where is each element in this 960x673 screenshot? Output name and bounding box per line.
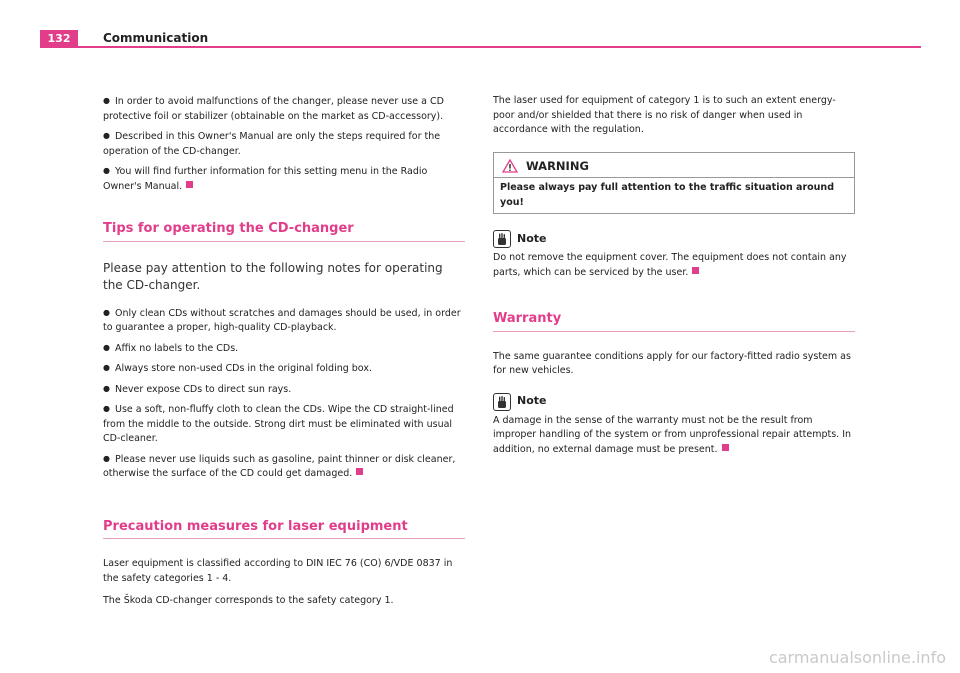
bullet-icon: ●: [103, 166, 110, 175]
warning-triangle-icon: [502, 159, 518, 173]
note-title: Note: [517, 394, 547, 408]
list-item: ● Always store non-used CDs in the original folding box.: [103, 363, 372, 374]
left-column: [103, 94, 465, 617]
note-header: [493, 393, 855, 411]
tips-intro: Please pay attention to the following notes for operating the CD-changer.: [103, 260, 443, 292]
end-of-section-icon: [356, 468, 363, 475]
note-text: A damage in the sense of the warranty must not be the result from improper handling of the system or from unprofessional repair attempts. In addition, no external damage must be present.: [493, 414, 852, 455]
bullet-icon: ●: [103, 96, 110, 105]
note-text: Do not remove the equipment cover. The equipment does not contain any parts, which can be serviced by the user.: [493, 252, 847, 278]
list-item: ● Use a soft, non-fluffy cloth to clean the CDs. Wipe the CD straight-lined from the middle to the outside. Strong dirt must be eliminated with usual CD-cleaner.: [103, 404, 454, 444]
note-title: Note: [517, 231, 547, 245]
bullet-icon: ●: [103, 404, 110, 413]
laser-paragraph-2: The Škoda CD-changer corresponds to the safety category 1.: [103, 595, 394, 606]
page-number: 132: [40, 30, 78, 48]
list-item: ● You will find further information for this setting menu in the Radio Owner's Manual.: [103, 166, 428, 192]
bullet-icon: ●: [103, 307, 110, 317]
list-item: ● In order to avoid malfunctions of the changer, please never use a CD protective foil or stabilizer (obtainable on the market as CD-accessory).: [103, 96, 444, 122]
warning-text: Please always pay full attention to the traffic situation around you!: [494, 177, 854, 213]
section-heading-tips: Tips for operating the CD-changer: [103, 222, 465, 242]
list-item: ● Described in this Owner's Manual are only the steps required for the operation of the CD-changer.: [103, 131, 441, 157]
bullet-icon: ●: [103, 453, 110, 463]
laser-paragraph-1: Laser equipment is classified according to DIN IEC 76 (CO) 6/VDE 0837 in the safety categories 1 - 4.: [103, 558, 453, 584]
page-title: Communication: [103, 31, 209, 45]
bullet-icon: ●: [103, 383, 110, 393]
warning-title: WARNING: [526, 158, 589, 173]
section-heading-laser: Precaution measures for laser equipment: [103, 520, 465, 540]
list-item: ● Affix no labels to the CDs.: [103, 342, 239, 354]
bullet-icon: ●: [103, 363, 110, 372]
right-column: [493, 94, 855, 465]
bullet-icon: ●: [103, 342, 110, 352]
list-item: ● Only clean CDs without scratches and damages should be used, in order to guarantee a proper, high-quality CD-playback.: [103, 307, 461, 333]
warranty-paragraph: The same guarantee conditions apply for our factory-fitted radio system as for new vehicles.: [493, 350, 851, 376]
laser-paragraph-3: The laser used for equipment of category 1 is to such an extent energy-poor and/or shielded that there is no risk of danger when used in accordance with the regulation.: [493, 95, 836, 135]
footer-watermark[interactable]: carmanualsonline.info: [768, 648, 946, 667]
bullet-icon: ●: [103, 131, 110, 140]
end-of-section-icon: [186, 181, 193, 188]
end-of-section-icon: [722, 444, 729, 451]
list-item: ● Never expose CDs to direct sun rays.: [103, 383, 292, 395]
warning-header: [494, 153, 854, 178]
section-heading-warranty: Warranty: [493, 312, 855, 332]
end-of-section-icon: [692, 267, 699, 274]
note-header: [493, 230, 855, 248]
warning-box: [493, 152, 855, 215]
header-rule: [78, 46, 921, 48]
list-item: ● Please never use liquids such as gasoline, paint thinner or disk cleaner, otherwise the surface of the CD could get damaged.: [103, 453, 456, 479]
note-hand-icon: [493, 393, 511, 411]
note-hand-icon: [493, 230, 511, 248]
